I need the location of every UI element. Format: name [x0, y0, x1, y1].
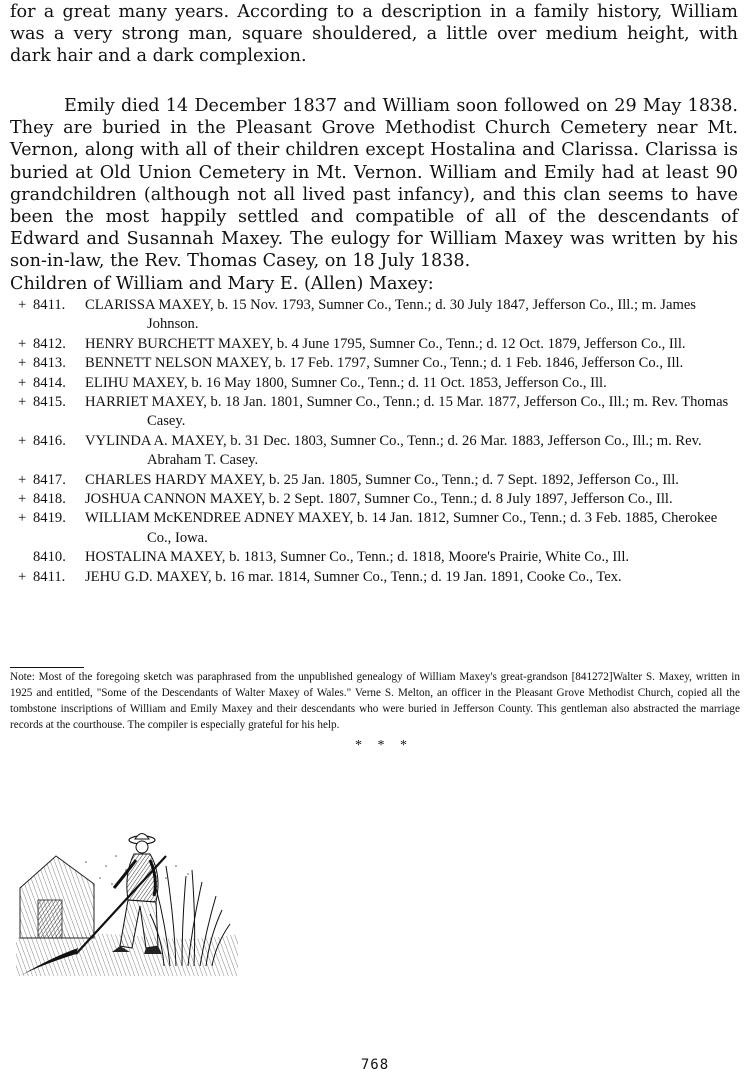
scythe-woodcut-illustration: [16, 826, 238, 980]
descendant-marker: [18, 548, 33, 567]
child-text: JOSHUA CANNON MAXEY, b. 2 Sept. 1807, Sumner Co., Tenn.; d. 8 July 1897, Jefferson Co., Ill.: [85, 491, 673, 508]
section-separator: * * *: [355, 738, 413, 753]
descendant-marker: +: [18, 568, 27, 585]
descendant-marker: +: [18, 432, 27, 449]
child-entry: [18, 432, 740, 471]
child-entry: [18, 509, 740, 548]
descendant-marker: +: [18, 335, 27, 352]
child-entry: [18, 374, 740, 393]
child-text: CHARLES HARDY MAXEY, b. 25 Jan. 1805, Sumner Co., Tenn.; d. 7 Sept. 1892, Jefferson Co., Ill.: [85, 471, 679, 488]
footnote: Note: Most of the foregoing sketch was paraphrased from the unpublished genealogy of William Maxey's great-grandson [841272]Walter S. Maxey, written in 1925 and entitled, "Some of the Descendants of Walter Maxey of Wales." Verne S. Melton, an officer in the Pleasant Grove Methodist Church, copied all the tombstone inscriptions of William and Emily Maxey and their descendants who were buried in Jefferson County. This gentleman also abstracted the marriage records at the courthouse. The compiler is especially grateful for his help.: [10, 671, 740, 731]
child-number: 8411.: [33, 297, 66, 313]
child-number: 8413.: [33, 355, 66, 372]
child-number: 8415.: [33, 394, 66, 411]
child-text: HENRY BURCHETT MAXEY, b. 4 June 1795, Sumner Co., Tenn.; d. 12 Oct. 1879, Jefferson Co., Ill.: [85, 335, 686, 352]
children-list: [18, 296, 740, 587]
child-text: HOSTALINA MAXEY, b. 1813, Sumner Co., Tenn.; d. 1818, Moore's Prairie, White Co., Ill.: [85, 549, 630, 566]
descendant-marker: +: [18, 355, 27, 372]
descendant-marker: +: [18, 374, 27, 391]
child-text: HARRIET MAXEY, b. 18 Jan. 1801, Sumner Co., Tenn.; d. 15 Mar. 1877, Jefferson Co., Ill.; m. Rev. Thomas Casey.: [85, 394, 729, 430]
children-heading: Children of William and Mary E. (Allen) Maxey:: [10, 274, 434, 294]
paragraph-2: Emily died 14 December 1837 and William soon followed on 29 May 1838. They are buried in the Pleasant Grove Methodist Church Cemetery near Mt. Vernon, along with all of their children except Hostalina and Clarissa. Clarissa is buried at Old Union Cemetery in Mt. Vernon. William and Emily had at least 90 grandchildren (although not all lived past infancy), and this clan seems to have been the most happily settled and compatible of all of the descendants of Edward and Susannah Maxey. The eulogy for William Maxey was written by his son-in-law, the Rev. Thomas Casey, on 18 July 1838.: [10, 96, 738, 272]
child-entry: [18, 490, 740, 509]
child-number: 8417.: [33, 471, 66, 488]
child-entry: [18, 296, 740, 335]
descendant-marker: +: [18, 297, 27, 313]
child-number: 8416.: [33, 432, 66, 449]
footnote-rule: [10, 667, 84, 668]
child-entry: [18, 568, 740, 587]
child-text: BENNETT NELSON MAXEY, b. 17 Feb. 1797, Sumner Co., Tenn.; d. 1 Feb. 1846, Jefferson Co., Ill.: [85, 355, 684, 372]
child-text: CLARISSA MAXEY, b. 15 Nov. 1793, Sumner Co., Tenn.; d. 30 July 1847, Jefferson Co., Ill.; m. James Johnson.: [85, 297, 696, 333]
child-text: ELIHU MAXEY, b. 16 May 1800, Sumner Co., Tenn.; d. 11 Oct. 1853, Jefferson Co., Ill.: [85, 374, 607, 391]
paragraph-1: for a great many years. According to a description in a family history, William was a very strong man, square shouldered, a little over medium height, with dark hair and a dark complexion.: [10, 2, 738, 67]
child-entry: [18, 354, 740, 373]
descendant-marker: +: [18, 491, 27, 508]
child-number: 8418.: [33, 491, 66, 508]
page-number: 768: [360, 1057, 390, 1073]
descendant-marker: +: [18, 510, 27, 527]
child-entry: [18, 471, 740, 490]
child-entry: [18, 335, 740, 354]
child-entry: [18, 393, 740, 432]
child-text: JEHU G.D. MAXEY, b. 16 mar. 1814, Sumner Co., Tenn.; d. 19 Jan. 1891, Cooke Co., Tex.: [85, 568, 622, 585]
child-number: 8411.: [33, 568, 66, 585]
child-number: 8412.: [33, 335, 66, 352]
child-text: VYLINDA A. MAXEY, b. 31 Dec. 1803, Sumner Co., Tenn.; d. 26 Mar. 1883, Jefferson Co., Ill.; m. Rev. Abraham T. Casey.: [85, 432, 702, 469]
descendant-marker: +: [18, 471, 27, 488]
child-number: 8419.: [33, 510, 66, 527]
child-entry: [18, 548, 740, 567]
descendant-marker: +: [18, 394, 27, 411]
child-text: WILLIAM McKENDREE ADNEY MAXEY, b. 14 Jan. 1812, Sumner Co., Tenn.; d. 3 Feb. 1885, Cherokee Co., Iowa.: [85, 510, 718, 546]
child-number: 8410.: [33, 549, 66, 566]
child-number: 8414.: [33, 374, 66, 391]
